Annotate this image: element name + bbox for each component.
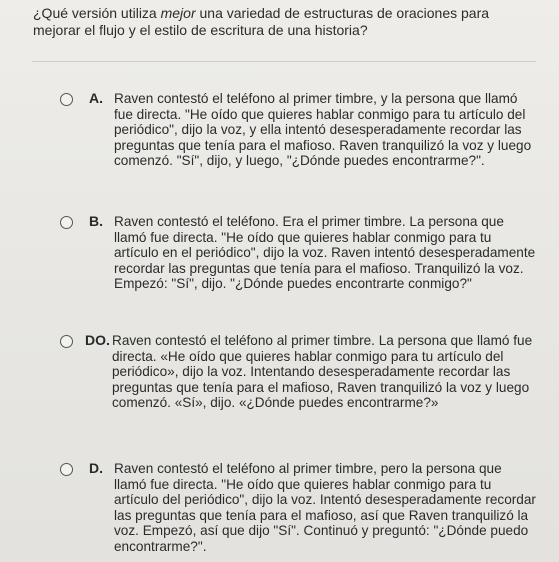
radio-button-a[interactable] (60, 93, 73, 106)
question-text-start: ¿Qué versión utiliza (33, 5, 161, 21)
radio-button-b[interactable] (60, 216, 73, 229)
question-text-end: una variedad de estructuras de oraciones para mejorar el flujo y el estilo de escritura de una historia? (33, 5, 490, 38)
question-emphasis: mejor (160, 5, 196, 21)
option-letter-b: B. (89, 213, 103, 229)
question-divider (32, 61, 536, 62)
option-letter-c: DO. (85, 332, 110, 348)
option-text-c[interactable]: Raven contestó el teléfono al primer timbre. La persona que llamó fue directa. «He oído que quieres hablar conmigo para tu artículo del periódico», dijo la voz. Intentando desesperadamente recordar las preguntas que tenía para el mafioso, Raven tranquilizó la voz y luego comenzó. «Sí», dijo. «¿Dónde puedes encontrarme?» (112, 333, 533, 411)
question-text (33, 5, 533, 39)
option-letter-a: A. (89, 90, 103, 106)
option-text-d[interactable]: Raven contestó el teléfono al primer timbre, pero la persona que llamó fue directa. "He oído que quieres hablar conmigo para tu artículo del periódico", dijo la voz. Intentó desesperadamente recordar las preguntas que tenía para el mafioso, así que Raven tranquilizó la voz. Empezó, así que dijo "Sí". Continuó y preguntó: "¿Dónde puedo encontrarme?". (114, 461, 536, 554)
radio-button-c[interactable] (60, 335, 73, 348)
option-letter-d: D. (89, 460, 103, 476)
option-text-a[interactable]: Raven contestó el teléfono al primer timbre, y la persona que llamó fue directa. "He oído que quieres hablar conmigo para tu artículo del periódico", dijo la voz, y ella intentó desesperadamente recordar las preguntas que tenía para el mafioso. Raven tranquilizó la voz y luego comenzó. "Sí", dijo, y luego, "¿Dónde puedes encontrarme?". (114, 91, 532, 169)
option-text-b[interactable]: Raven contestó el teléfono. Era el primer timbre. La persona que llamó fue directa. "He oído que quieres hablar conmigo para tu artículo en el periódico", dijo la voz. Raven intentó desesperadamente recordar las preguntas que tenía para el mafioso. Tranquilizó la voz. Empezó: "Sí", dijo. "¿Dónde puedes encontrarte conmigo?" (114, 214, 536, 292)
radio-button-d[interactable] (60, 463, 73, 476)
